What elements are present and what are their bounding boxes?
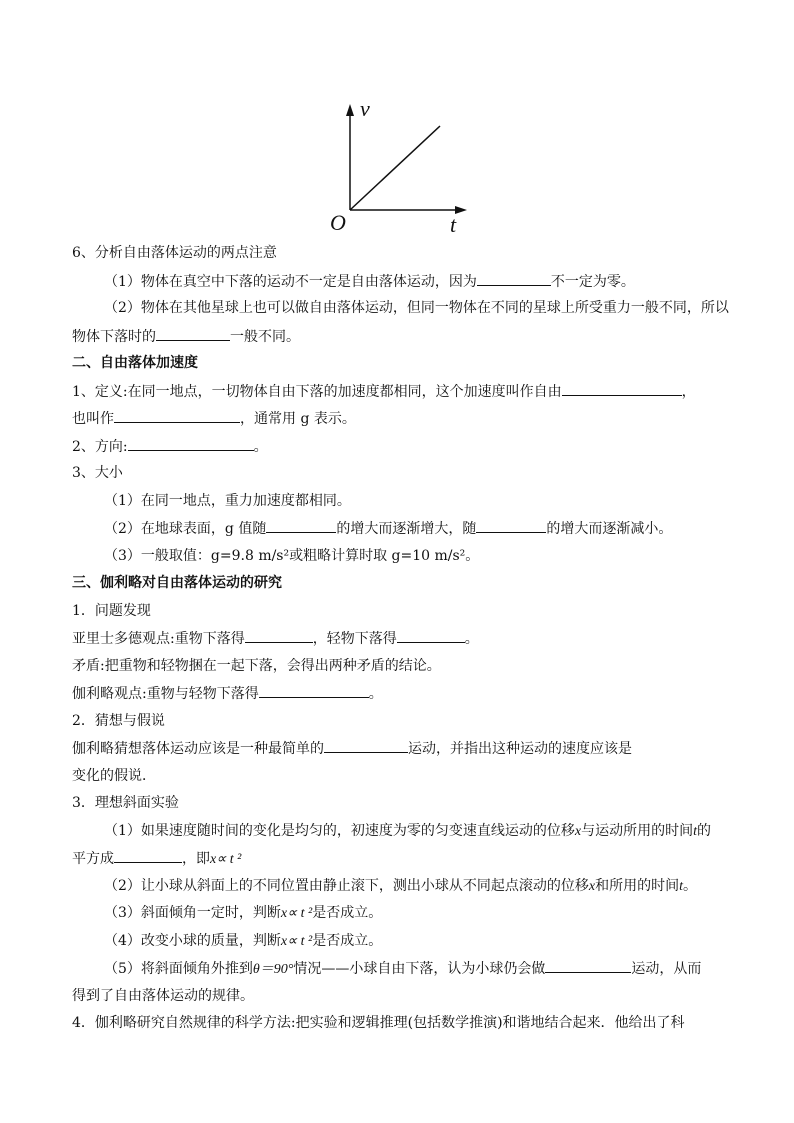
text: 2、方向: xyxy=(72,439,128,455)
text: 是否成立。 xyxy=(312,905,383,921)
s3-q1-e xyxy=(72,683,383,704)
s3-q3-5 xyxy=(104,958,701,980)
s3-q3-1 xyxy=(104,821,711,842)
x-axis-arrow xyxy=(455,206,467,214)
text: （1）如果速度随时间的变化是均匀的，初速度为零的匀变速直线运动的位移 xyxy=(104,823,575,839)
fill-blank[interactable] xyxy=(128,436,254,451)
text: ，即 xyxy=(182,851,210,867)
text: 伽利略观点:重物与轻物下落得 xyxy=(72,686,259,702)
angle-value: θ＝90° xyxy=(252,962,294,977)
symbol-t: t xyxy=(693,824,698,839)
fill-blank[interactable] xyxy=(562,381,682,396)
symbol-x: x xyxy=(574,824,582,839)
text: （2）在地球表面，g 值随 xyxy=(104,521,267,537)
text: 1、定义:在同一地点，一切物体自由下落的加速度都相同，这个加速度叫作自由 xyxy=(72,384,562,400)
fill-blank[interactable] xyxy=(545,958,631,973)
s3-q3-5-cont: 得到了自由落体运动的规律。 xyxy=(72,988,254,1004)
s2-d1-cont xyxy=(72,408,356,429)
s3-q3: 3．理想斜面实验 xyxy=(72,795,179,811)
fill-blank[interactable] xyxy=(397,628,465,643)
velocity-line xyxy=(350,126,440,210)
proportion-formula: x∝ t ² xyxy=(280,934,313,949)
text: 伽利略猜想落体运动应该是一种最简单的 xyxy=(72,741,324,757)
s3-q1-a xyxy=(72,628,479,649)
s3-q4: 4．伽利略研究自然规律的科学方法:把实验和逻辑推理(包括数学推演)和谐地结合起来．他给出了科 xyxy=(72,1015,685,1031)
s2-d2 xyxy=(72,436,268,457)
s3-q3-1-cont xyxy=(72,848,241,870)
section-2-heading: 二、自由落体加速度 xyxy=(72,355,198,371)
y-axis-label: v xyxy=(360,96,370,121)
fill-blank[interactable] xyxy=(477,271,551,286)
section-3-heading: 三、伽利略对自由落体运动的研究 xyxy=(72,575,282,591)
text: ， xyxy=(681,384,696,400)
text: 运动，从而 xyxy=(631,961,702,977)
text: 是否成立。 xyxy=(312,933,383,949)
text: ，轻物下落得 xyxy=(312,631,397,647)
fill-blank[interactable] xyxy=(114,848,182,863)
v-t-graph xyxy=(320,92,470,237)
text: 。 xyxy=(683,878,698,894)
proportion-formula: x∝ t ² xyxy=(280,906,313,921)
s2-d3-3: （3）一般取值：g=9.8 m/s²或粗略计算时取 g=10 m/s²。 xyxy=(104,548,480,564)
s3-q2: 2．猜想与假说 xyxy=(72,713,165,729)
fill-blank[interactable] xyxy=(266,518,336,533)
s6-p2: （2）物体在其他星球上也可以做自由落体运动，但同一物体在不同的星球上所受重力一般不同，所以 xyxy=(104,300,729,316)
text: （2）让小球从斜面上的不同位置由静止滚下，测出小球从不同起点滚动的位移 xyxy=(104,878,589,894)
s6-title: 6、分析自由落体运动的两点注意 xyxy=(72,245,277,261)
s2-d3: 3、大小 xyxy=(72,465,123,481)
s3-q3-2 xyxy=(104,876,697,897)
fill-blank[interactable] xyxy=(156,326,230,341)
text: 平方成 xyxy=(72,851,114,867)
s3-q3-3 xyxy=(104,903,382,924)
s3-q1: 1．问题发现 xyxy=(72,603,151,619)
text: （1）物体在真空中下落的运动不一定是自由落体运动，因为 xyxy=(104,274,477,290)
text: 亚里士多德观点:重物下落得 xyxy=(72,631,245,647)
text: 也叫作 xyxy=(72,411,114,427)
text: 不一定为零。 xyxy=(550,274,635,290)
origin-label: O xyxy=(330,210,346,235)
s6-p2-cont xyxy=(72,326,300,347)
s3-q2-a xyxy=(72,738,632,759)
fill-blank[interactable] xyxy=(324,738,408,753)
fill-blank[interactable] xyxy=(245,628,313,643)
x-axis-label: t xyxy=(450,212,457,237)
y-axis-arrow xyxy=(346,104,354,116)
text: 。 xyxy=(253,439,268,455)
fill-blank[interactable] xyxy=(259,683,369,698)
text: 运动，并指出这种运动的速度应该是 xyxy=(408,741,632,757)
symbol-x: x xyxy=(588,879,596,894)
fill-blank[interactable] xyxy=(476,518,546,533)
text: 物体下落时的 xyxy=(72,329,156,345)
text: 。 xyxy=(464,631,479,647)
text: （4）改变小球的质量，判断 xyxy=(104,933,281,949)
text: （3）斜面倾角一定时，判断 xyxy=(104,905,281,921)
s3-q2-c: 变化的假说． xyxy=(72,768,156,784)
symbol-t: t xyxy=(679,879,684,894)
proportion-formula: x∝ t ² xyxy=(210,852,242,867)
text: 的增大而逐渐减小。 xyxy=(546,521,673,537)
text: 和所用的时间 xyxy=(595,878,680,894)
text: 。 xyxy=(368,686,383,702)
s2-d3-1: （1）在同一地点，重力加速度都相同。 xyxy=(104,493,351,509)
text: 情况——小球自由下落，认为小球仍会做 xyxy=(293,961,546,977)
s2-d3-2 xyxy=(104,518,672,539)
text: 的 xyxy=(697,823,712,839)
s2-d1 xyxy=(72,381,696,402)
text: 一般不同。 xyxy=(230,329,300,345)
s3-q3-4 xyxy=(104,931,382,952)
text: 的增大而逐渐增大，随 xyxy=(336,521,477,537)
s6-p1 xyxy=(104,271,635,292)
fill-blank[interactable] xyxy=(114,408,240,423)
s3-q1-d: 矛盾:把重物和轻物捆在一起下落，会得出两种矛盾的结论。 xyxy=(72,658,441,674)
text: ，通常用 g 表示。 xyxy=(240,411,356,427)
text: （5）将斜面倾角外推到 xyxy=(104,961,253,977)
text: 与运动所用的时间 xyxy=(581,823,694,839)
